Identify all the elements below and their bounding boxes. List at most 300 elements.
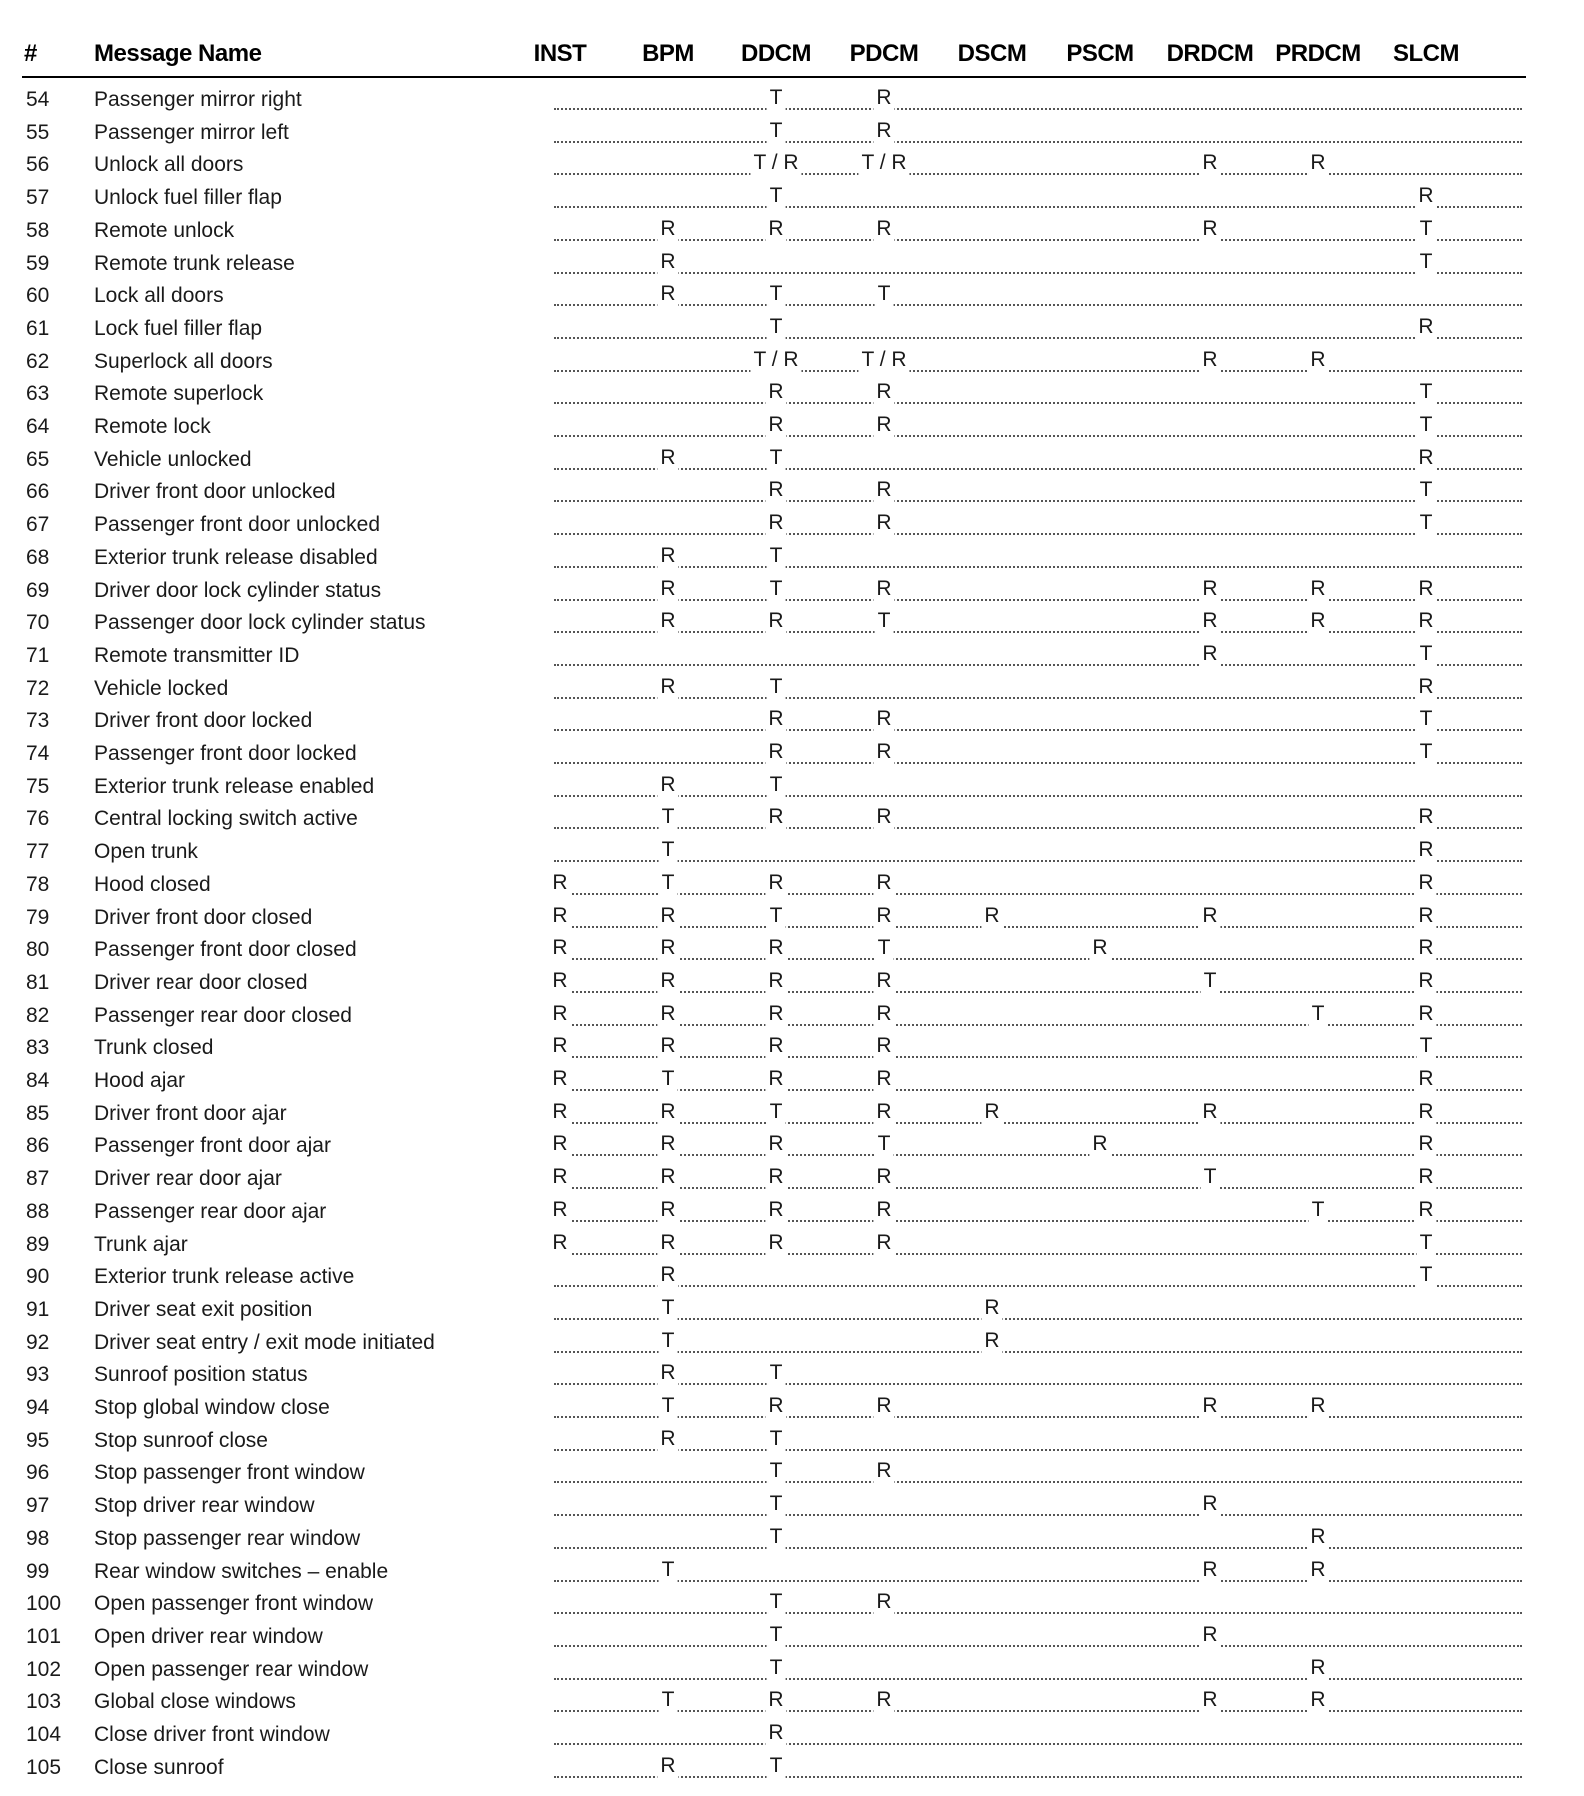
- cell-prdcm: T: [1309, 1198, 1328, 1222]
- dotted-leader: [554, 1678, 1522, 1680]
- cell-bpm: R: [657, 675, 678, 699]
- header-col-pdcm: PDCM: [849, 40, 919, 67]
- dotted-leader: [554, 1481, 1522, 1483]
- cell-bpm: R: [657, 773, 678, 797]
- message-number: 67: [26, 513, 50, 537]
- cell-pdcm: T: [875, 282, 894, 306]
- cell-slcm: R: [1415, 184, 1436, 208]
- table-row: [0, 1392, 1584, 1424]
- table-row: [0, 1686, 1584, 1718]
- cell-pdcm: T: [875, 1132, 894, 1156]
- header-col-ddcm: DDCM: [741, 40, 811, 67]
- message-number: 85: [26, 1101, 50, 1125]
- cell-ddcm: T / R: [750, 348, 801, 372]
- message-number: 60: [26, 284, 50, 308]
- message-number: 78: [26, 872, 50, 896]
- dotted-leader: [560, 1220, 1522, 1222]
- message-number: 93: [26, 1363, 50, 1387]
- message-name: Remote lock: [94, 415, 211, 438]
- cell-ddcm: R: [765, 871, 786, 895]
- cell-inst: R: [549, 1165, 570, 1189]
- cell-slcm: T: [1417, 478, 1436, 502]
- cell-inst: R: [549, 1002, 570, 1026]
- cell-ddcm: R: [765, 609, 786, 633]
- cell-ddcm: R: [765, 1067, 786, 1091]
- header-col-prdcm: PRDCM: [1275, 40, 1361, 67]
- cell-slcm: R: [1415, 871, 1436, 895]
- message-number: 74: [26, 742, 50, 765]
- dotted-leader: [554, 141, 1522, 143]
- message-number: 96: [26, 1461, 50, 1485]
- dotted-leader: [554, 664, 1522, 666]
- cell-pscm: R: [1089, 936, 1110, 960]
- message-number: 97: [26, 1494, 50, 1518]
- cell-slcm: T: [1417, 217, 1436, 241]
- cell-drdcm: R: [1199, 1492, 1220, 1516]
- message-name: Trunk closed: [94, 1036, 214, 1060]
- cell-drdcm: R: [1199, 217, 1220, 241]
- message-number: 68: [26, 545, 50, 569]
- dotted-leader: [560, 1089, 1522, 1091]
- table-row: [0, 1000, 1584, 1032]
- cell-slcm: T: [1417, 380, 1436, 404]
- message-name: Lock fuel filler flap: [94, 316, 263, 340]
- cell-inst: R: [549, 1067, 570, 1091]
- table-row: [0, 1032, 1584, 1064]
- cell-bpm: R: [657, 577, 678, 601]
- dotted-leader: [554, 272, 1522, 274]
- cell-bpm: T: [659, 871, 678, 895]
- dotted-leader: [554, 1776, 1522, 1778]
- message-number: 79: [26, 905, 50, 929]
- header-number: #: [24, 40, 37, 67]
- cell-bpm: R: [657, 217, 678, 241]
- cell-pdcm: R: [873, 1002, 894, 1026]
- message-name: Driver seat entry / exit mode initiated: [94, 1330, 435, 1354]
- cell-ddcm: T: [767, 544, 786, 568]
- header-rule: [22, 76, 1526, 78]
- table-row: [0, 149, 1584, 181]
- cell-prdcm: R: [1307, 1656, 1328, 1680]
- cell-dscm: R: [981, 904, 1002, 928]
- cell-prdcm: T: [1309, 1002, 1328, 1026]
- dotted-leader: [554, 239, 1522, 241]
- cell-prdcm: R: [1307, 151, 1328, 175]
- cell-ddcm: R: [765, 1394, 786, 1418]
- cell-pdcm: R: [873, 577, 894, 601]
- cell-pscm: R: [1089, 1132, 1110, 1156]
- message-name: Stop driver rear window: [94, 1494, 315, 1518]
- cell-slcm: T: [1417, 250, 1436, 274]
- cell-pdcm: R: [873, 217, 894, 241]
- cell-ddcm: R: [765, 413, 786, 437]
- message-name: Passenger front door ajar: [94, 1134, 331, 1158]
- message-number: 104: [26, 1723, 62, 1746]
- cell-ddcm: T: [767, 675, 786, 699]
- table-row: [0, 836, 1584, 868]
- message-number: 58: [26, 218, 50, 242]
- message-number: 88: [26, 1199, 50, 1223]
- cell-ddcm: R: [765, 805, 786, 829]
- cell-inst: R: [549, 871, 570, 895]
- table-row: [0, 1654, 1584, 1686]
- table-row: [0, 1294, 1584, 1326]
- cell-ddcm: R: [765, 1002, 786, 1026]
- cell-ddcm: R: [765, 1132, 786, 1156]
- table-row: [0, 673, 1584, 705]
- cell-ddcm: T: [767, 1361, 786, 1385]
- cell-bpm: T: [659, 1688, 678, 1712]
- table-row: [0, 1719, 1584, 1751]
- dotted-leader: [560, 1122, 1522, 1124]
- table-row: [0, 84, 1584, 116]
- message-name: Close driver front window: [94, 1723, 330, 1746]
- cell-ddcm: R: [765, 478, 786, 502]
- cell-prdcm: R: [1307, 1394, 1328, 1418]
- dotted-leader: [560, 1024, 1522, 1026]
- cell-ddcm: R: [765, 936, 786, 960]
- cell-ddcm: R: [765, 1231, 786, 1255]
- table-row: [0, 1098, 1584, 1130]
- dotted-leader: [554, 1416, 1522, 1418]
- table-row: [0, 280, 1584, 312]
- message-name: Stop passenger front window: [94, 1461, 365, 1485]
- cell-bpm: R: [657, 1100, 678, 1124]
- message-number: 83: [26, 1036, 50, 1060]
- cell-ddcm: R: [765, 380, 786, 404]
- cell-pdcm: R: [873, 969, 894, 993]
- cell-pdcm: R: [873, 904, 894, 928]
- table-row: [0, 803, 1584, 835]
- table-row: [0, 1425, 1584, 1457]
- cell-pdcm: R: [873, 1165, 894, 1189]
- dotted-leader: [554, 370, 1522, 372]
- cell-dscm: R: [981, 1100, 1002, 1124]
- message-name: Open passenger rear window: [94, 1657, 369, 1681]
- table-row: [0, 1523, 1584, 1555]
- cell-drdcm: T: [1201, 969, 1220, 993]
- dotted-leader: [560, 1056, 1522, 1058]
- table-row: [0, 509, 1584, 541]
- message-number: 105: [26, 1755, 62, 1779]
- table-row: [0, 705, 1584, 737]
- cell-bpm: R: [657, 1427, 678, 1451]
- cell-bpm: R: [657, 1034, 678, 1058]
- message-number: 56: [26, 153, 50, 177]
- dotted-leader: [554, 1514, 1522, 1516]
- message-name: Driver front door unlocked: [94, 480, 336, 504]
- message-name: Passenger front door closed: [94, 938, 357, 962]
- message-number: 86: [26, 1134, 50, 1158]
- cell-ddcm: T: [767, 1100, 786, 1124]
- cell-ddcm: R: [765, 969, 786, 993]
- message-number: 65: [26, 447, 50, 471]
- cell-slcm: R: [1415, 969, 1436, 993]
- message-name: Rear window switches – enable: [94, 1559, 389, 1583]
- message-name: Close sunroof: [94, 1755, 224, 1779]
- message-number: 82: [26, 1003, 50, 1027]
- cell-drdcm: R: [1199, 577, 1220, 601]
- cell-inst: R: [549, 1100, 570, 1124]
- header-col-inst: INST: [533, 40, 587, 67]
- table-row: [0, 313, 1584, 345]
- message-number: 70: [26, 611, 50, 635]
- message-number: 63: [26, 382, 50, 406]
- message-number: 84: [26, 1069, 50, 1092]
- message-number: 87: [26, 1167, 50, 1191]
- message-number: 80: [26, 938, 50, 962]
- cell-bpm: R: [657, 936, 678, 960]
- dotted-leader: [560, 958, 1522, 960]
- dotted-leader: [554, 697, 1522, 699]
- cell-slcm: R: [1415, 675, 1436, 699]
- cell-slcm: R: [1415, 904, 1436, 928]
- table-row: [0, 1556, 1584, 1588]
- table-row: [0, 771, 1584, 803]
- cell-ddcm: T: [767, 1427, 786, 1451]
- cell-bpm: R: [657, 1002, 678, 1026]
- dotted-leader: [554, 795, 1522, 797]
- cell-pdcm: R: [873, 1459, 894, 1483]
- cell-slcm: R: [1415, 609, 1436, 633]
- message-number: 81: [26, 970, 50, 994]
- cell-ddcm: T: [767, 1754, 786, 1778]
- cell-bpm: R: [657, 250, 678, 274]
- message-name: Hood closed: [94, 872, 211, 896]
- dotted-leader: [560, 1253, 1522, 1255]
- cell-drdcm: R: [1199, 1623, 1220, 1647]
- dotted-leader: [554, 1645, 1522, 1647]
- header-col-dscm: DSCM: [957, 40, 1027, 67]
- dotted-leader: [560, 893, 1522, 895]
- cell-inst: R: [549, 1231, 570, 1255]
- cell-slcm: R: [1415, 315, 1436, 339]
- message-name: Driver rear door closed: [94, 970, 308, 994]
- cell-prdcm: R: [1307, 1558, 1328, 1582]
- cell-bpm: T: [659, 838, 678, 862]
- message-name: Open driver rear window: [94, 1624, 323, 1648]
- cell-ddcm: R: [765, 740, 786, 764]
- dotted-leader: [554, 108, 1522, 110]
- message-number: 54: [26, 88, 50, 111]
- cell-slcm: R: [1415, 838, 1436, 862]
- message-number: 73: [26, 709, 50, 733]
- message-name: Global close windows: [94, 1690, 296, 1714]
- dotted-leader: [554, 1547, 1522, 1549]
- cell-ddcm: T: [767, 1525, 786, 1549]
- cell-dscm: R: [981, 1329, 1002, 1353]
- table-row: [0, 1327, 1584, 1359]
- table-row: [0, 1752, 1584, 1784]
- cell-ddcm: R: [765, 1165, 786, 1189]
- message-number: 75: [26, 774, 50, 798]
- cell-bpm: T: [659, 1296, 678, 1320]
- message-name: Passenger rear door ajar: [94, 1199, 327, 1223]
- message-number: 99: [26, 1559, 50, 1583]
- table-row: [0, 476, 1584, 508]
- cell-bpm: R: [657, 1165, 678, 1189]
- cell-bpm: R: [657, 969, 678, 993]
- message-number: 103: [26, 1690, 62, 1714]
- cell-pdcm: R: [873, 1034, 894, 1058]
- message-name: Unlock all doors: [94, 153, 244, 177]
- cell-bpm: T: [659, 1394, 678, 1418]
- message-name: Driver seat exit position: [94, 1297, 313, 1321]
- message-name: Central locking switch active: [94, 807, 358, 831]
- cell-slcm: T: [1417, 642, 1436, 666]
- message-name: Driver front door closed: [94, 905, 313, 929]
- cell-pdcm: R: [873, 413, 894, 437]
- cell-bpm: R: [657, 1132, 678, 1156]
- dotted-leader: [554, 1580, 1522, 1582]
- dotted-leader: [554, 599, 1522, 601]
- table-row: [0, 378, 1584, 410]
- table-row: [0, 215, 1584, 247]
- message-number: 91: [26, 1297, 50, 1321]
- message-number: 77: [26, 840, 50, 864]
- dotted-leader: [554, 173, 1522, 175]
- cell-pdcm: R: [873, 380, 894, 404]
- cell-slcm: T: [1417, 1263, 1436, 1287]
- cell-slcm: T: [1417, 511, 1436, 535]
- table-row: [0, 1196, 1584, 1228]
- cell-bpm: R: [657, 904, 678, 928]
- cell-slcm: R: [1415, 805, 1436, 829]
- cell-slcm: R: [1415, 1002, 1436, 1026]
- message-number: 62: [26, 349, 50, 373]
- cell-pdcm: T: [875, 936, 894, 960]
- cell-drdcm: R: [1199, 151, 1220, 175]
- message-name: Stop sunroof close: [94, 1428, 268, 1452]
- message-number: 92: [26, 1330, 50, 1354]
- cell-bpm: R: [657, 1754, 678, 1778]
- table-row: [0, 248, 1584, 280]
- cell-inst: R: [549, 904, 570, 928]
- cell-bpm: R: [657, 609, 678, 633]
- cell-ddcm: T: [767, 1623, 786, 1647]
- message-name: Passenger mirror right: [94, 88, 302, 111]
- table-row: [0, 640, 1584, 672]
- cell-drdcm: R: [1199, 642, 1220, 666]
- dotted-leader: [554, 1449, 1522, 1451]
- cell-ddcm: R: [765, 1198, 786, 1222]
- cell-pdcm: T / R: [858, 348, 909, 372]
- cell-inst: R: [549, 1132, 570, 1156]
- message-name: Passenger rear door closed: [94, 1003, 352, 1027]
- cell-drdcm: R: [1199, 904, 1220, 928]
- message-name: Passenger door lock cylinder status: [94, 611, 426, 635]
- cell-ddcm: T: [767, 904, 786, 928]
- dotted-leader: [554, 729, 1522, 731]
- header-message-name: Message Name: [94, 40, 262, 67]
- table-row: [0, 411, 1584, 443]
- cell-slcm: T: [1417, 1034, 1436, 1058]
- cell-slcm: R: [1415, 1132, 1436, 1156]
- cell-ddcm: R: [765, 1688, 786, 1712]
- cell-ddcm: T: [767, 1459, 786, 1483]
- message-name: Remote superlock: [94, 382, 264, 406]
- cell-drdcm: T: [1201, 1165, 1220, 1189]
- message-number: 61: [26, 316, 50, 340]
- cell-prdcm: R: [1307, 577, 1328, 601]
- table-row: [0, 607, 1584, 639]
- cell-slcm: T: [1417, 740, 1436, 764]
- header-col-slcm: SLCM: [1393, 40, 1459, 67]
- table-row: [0, 1261, 1584, 1293]
- dotted-leader: [554, 304, 1522, 306]
- dotted-leader: [554, 1710, 1522, 1712]
- cell-pdcm: R: [873, 707, 894, 731]
- header-col-bpm: BPM: [642, 40, 694, 67]
- cell-ddcm: T: [767, 446, 786, 470]
- message-name: Hood ajar: [94, 1069, 186, 1092]
- cell-dscm: R: [981, 1296, 1002, 1320]
- cell-ddcm: T: [767, 282, 786, 306]
- message-number: 101: [26, 1624, 62, 1648]
- cell-pdcm: R: [873, 1100, 894, 1124]
- dotted-leader: [554, 500, 1522, 502]
- cell-ddcm: T: [767, 577, 786, 601]
- cell-bpm: R: [657, 1231, 678, 1255]
- message-number: 90: [26, 1265, 50, 1289]
- cell-pdcm: R: [873, 478, 894, 502]
- cell-bpm: R: [657, 1263, 678, 1287]
- dotted-leader: [554, 1351, 1522, 1353]
- table-row: [0, 902, 1584, 934]
- table-row: [0, 934, 1584, 966]
- dotted-leader: [554, 566, 1522, 568]
- message-name: Driver door lock cylinder status: [94, 578, 382, 602]
- table-row: [0, 738, 1584, 770]
- cell-inst: R: [549, 969, 570, 993]
- message-number: 94: [26, 1396, 50, 1419]
- cell-pdcm: R: [873, 1688, 894, 1712]
- table-row: [0, 182, 1584, 214]
- message-name: Open passenger front window: [94, 1592, 373, 1616]
- message-name: Remote unlock: [94, 218, 235, 242]
- cell-prdcm: R: [1307, 1688, 1328, 1712]
- cell-prdcm: R: [1307, 609, 1328, 633]
- message-name: Passenger front door unlocked: [94, 513, 381, 537]
- cell-drdcm: R: [1199, 609, 1220, 633]
- dotted-leader: [554, 402, 1522, 404]
- dotted-leader: [554, 468, 1522, 470]
- cell-pdcm: R: [873, 871, 894, 895]
- message-name: Vehicle unlocked: [94, 447, 252, 471]
- cell-slcm: R: [1415, 936, 1436, 960]
- message-name: Remote transmitter ID: [94, 643, 300, 667]
- cell-bpm: T: [659, 1329, 678, 1353]
- cell-pdcm: R: [873, 740, 894, 764]
- cell-drdcm: R: [1199, 1100, 1220, 1124]
- dotted-leader: [554, 1612, 1522, 1614]
- cell-inst: R: [549, 1198, 570, 1222]
- cell-pdcm: R: [873, 1231, 894, 1255]
- cell-bpm: R: [657, 1198, 678, 1222]
- cell-drdcm: R: [1199, 1688, 1220, 1712]
- cell-ddcm: R: [765, 707, 786, 731]
- cell-slcm: R: [1415, 446, 1436, 470]
- dotted-leader: [554, 631, 1522, 633]
- table-row: [0, 1359, 1584, 1391]
- cell-pdcm: R: [873, 86, 894, 110]
- message-name: Exterior trunk release enabled: [94, 774, 375, 798]
- dotted-leader: [560, 926, 1522, 928]
- message-name: Stop global window close: [94, 1396, 330, 1419]
- table-row: [0, 869, 1584, 901]
- message-number: 76: [26, 807, 50, 831]
- table-row: [0, 1229, 1584, 1261]
